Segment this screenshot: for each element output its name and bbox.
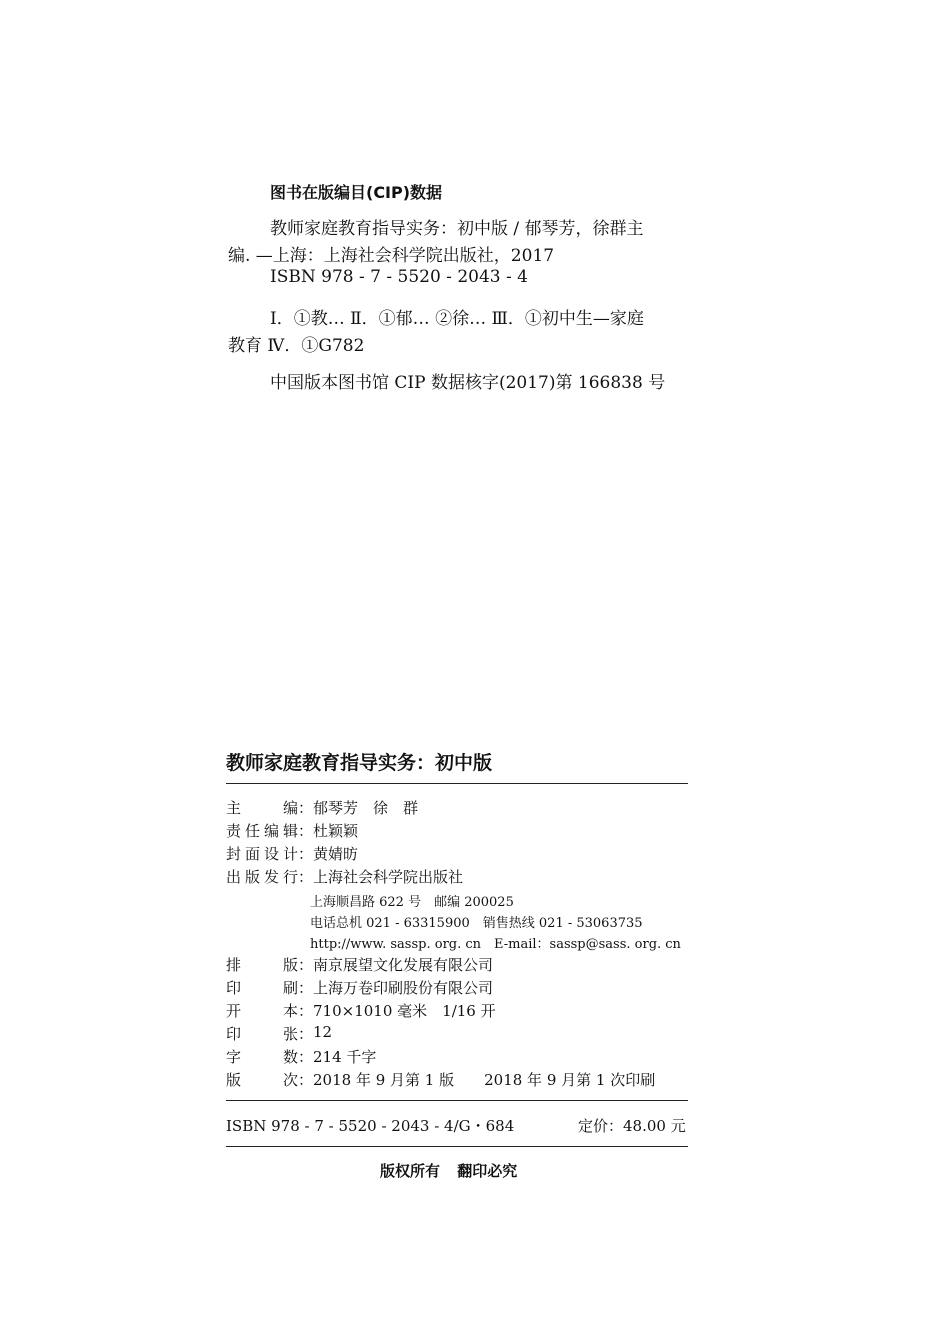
divider-middle xyxy=(226,1100,688,1101)
divider-bottom xyxy=(226,1146,688,1147)
field-format: 开 本 ： 710×1010 毫米 1/16 开 xyxy=(226,1002,496,1020)
field-printing: 印 刷 ： 上海万卷印刷股份有限公司 xyxy=(226,979,494,997)
cip-heading: 图书在版编目(CIP)数据 xyxy=(270,183,443,202)
field-editor: 主 编 ： 郁琴芳 徐 群 xyxy=(226,799,419,817)
publisher-address: 上海顺昌路 622 号 邮编 200025 xyxy=(310,895,514,910)
field-responsible-editor: 责 任 编 辑 ： 杜颖颖 xyxy=(226,822,359,840)
publisher-phone: 电话总机 021 - 63315900 销售热线 021 - 53063735 xyxy=(310,916,643,931)
cip-line-6: 中国版本图书馆 CIP 数据核字(2017)第 166838 号 xyxy=(270,373,666,393)
field-publisher: 出 版 发 行 ： 上海社会科学院出版社 xyxy=(226,868,464,886)
price: 定价：48.00 元 xyxy=(578,1117,686,1135)
field-edition: 版 次 ： 2018 年 9 月第 1 版 2018 年 9 月第 1 次印刷 xyxy=(226,1071,656,1089)
cip-line-1: 教师家庭教育指导实务：初中版 / 郁琴芳，徐群主 xyxy=(270,219,644,239)
cip-line-3: ISBN 978 - 7 - 5520 - 2043 - 4 xyxy=(270,267,528,287)
isbn: ISBN 978 - 7 - 5520 - 2043 - 4/G・684 xyxy=(226,1117,515,1135)
divider-top xyxy=(226,783,688,784)
cip-line-5: 教育 Ⅳ．①G782 xyxy=(228,336,365,356)
field-typesetting: 排 版 ： 南京展望文化发展有限公司 xyxy=(226,956,494,974)
field-word-count: 字 数 ： 214 千字 xyxy=(226,1048,377,1066)
cip-line-4: Ⅰ．①教… Ⅱ．①郁… ②徐… Ⅲ．①初中生—家庭 xyxy=(270,309,644,329)
copyright-notice: 版权所有 翻印必究 xyxy=(380,1162,518,1180)
publisher-web: http://www. sassp. org. cn E-mail：sassp@sass. org. cn xyxy=(310,937,681,952)
field-sheets: 印 张 ： 12 xyxy=(226,1023,333,1043)
cip-line-2: 编. —上海：上海社会科学院出版社，2017 xyxy=(228,246,555,266)
field-cover-design: 封 面 设 计 ： 黄婧昉 xyxy=(226,845,359,863)
book-title: 教师家庭教育指导实务：初中版 xyxy=(226,752,493,774)
